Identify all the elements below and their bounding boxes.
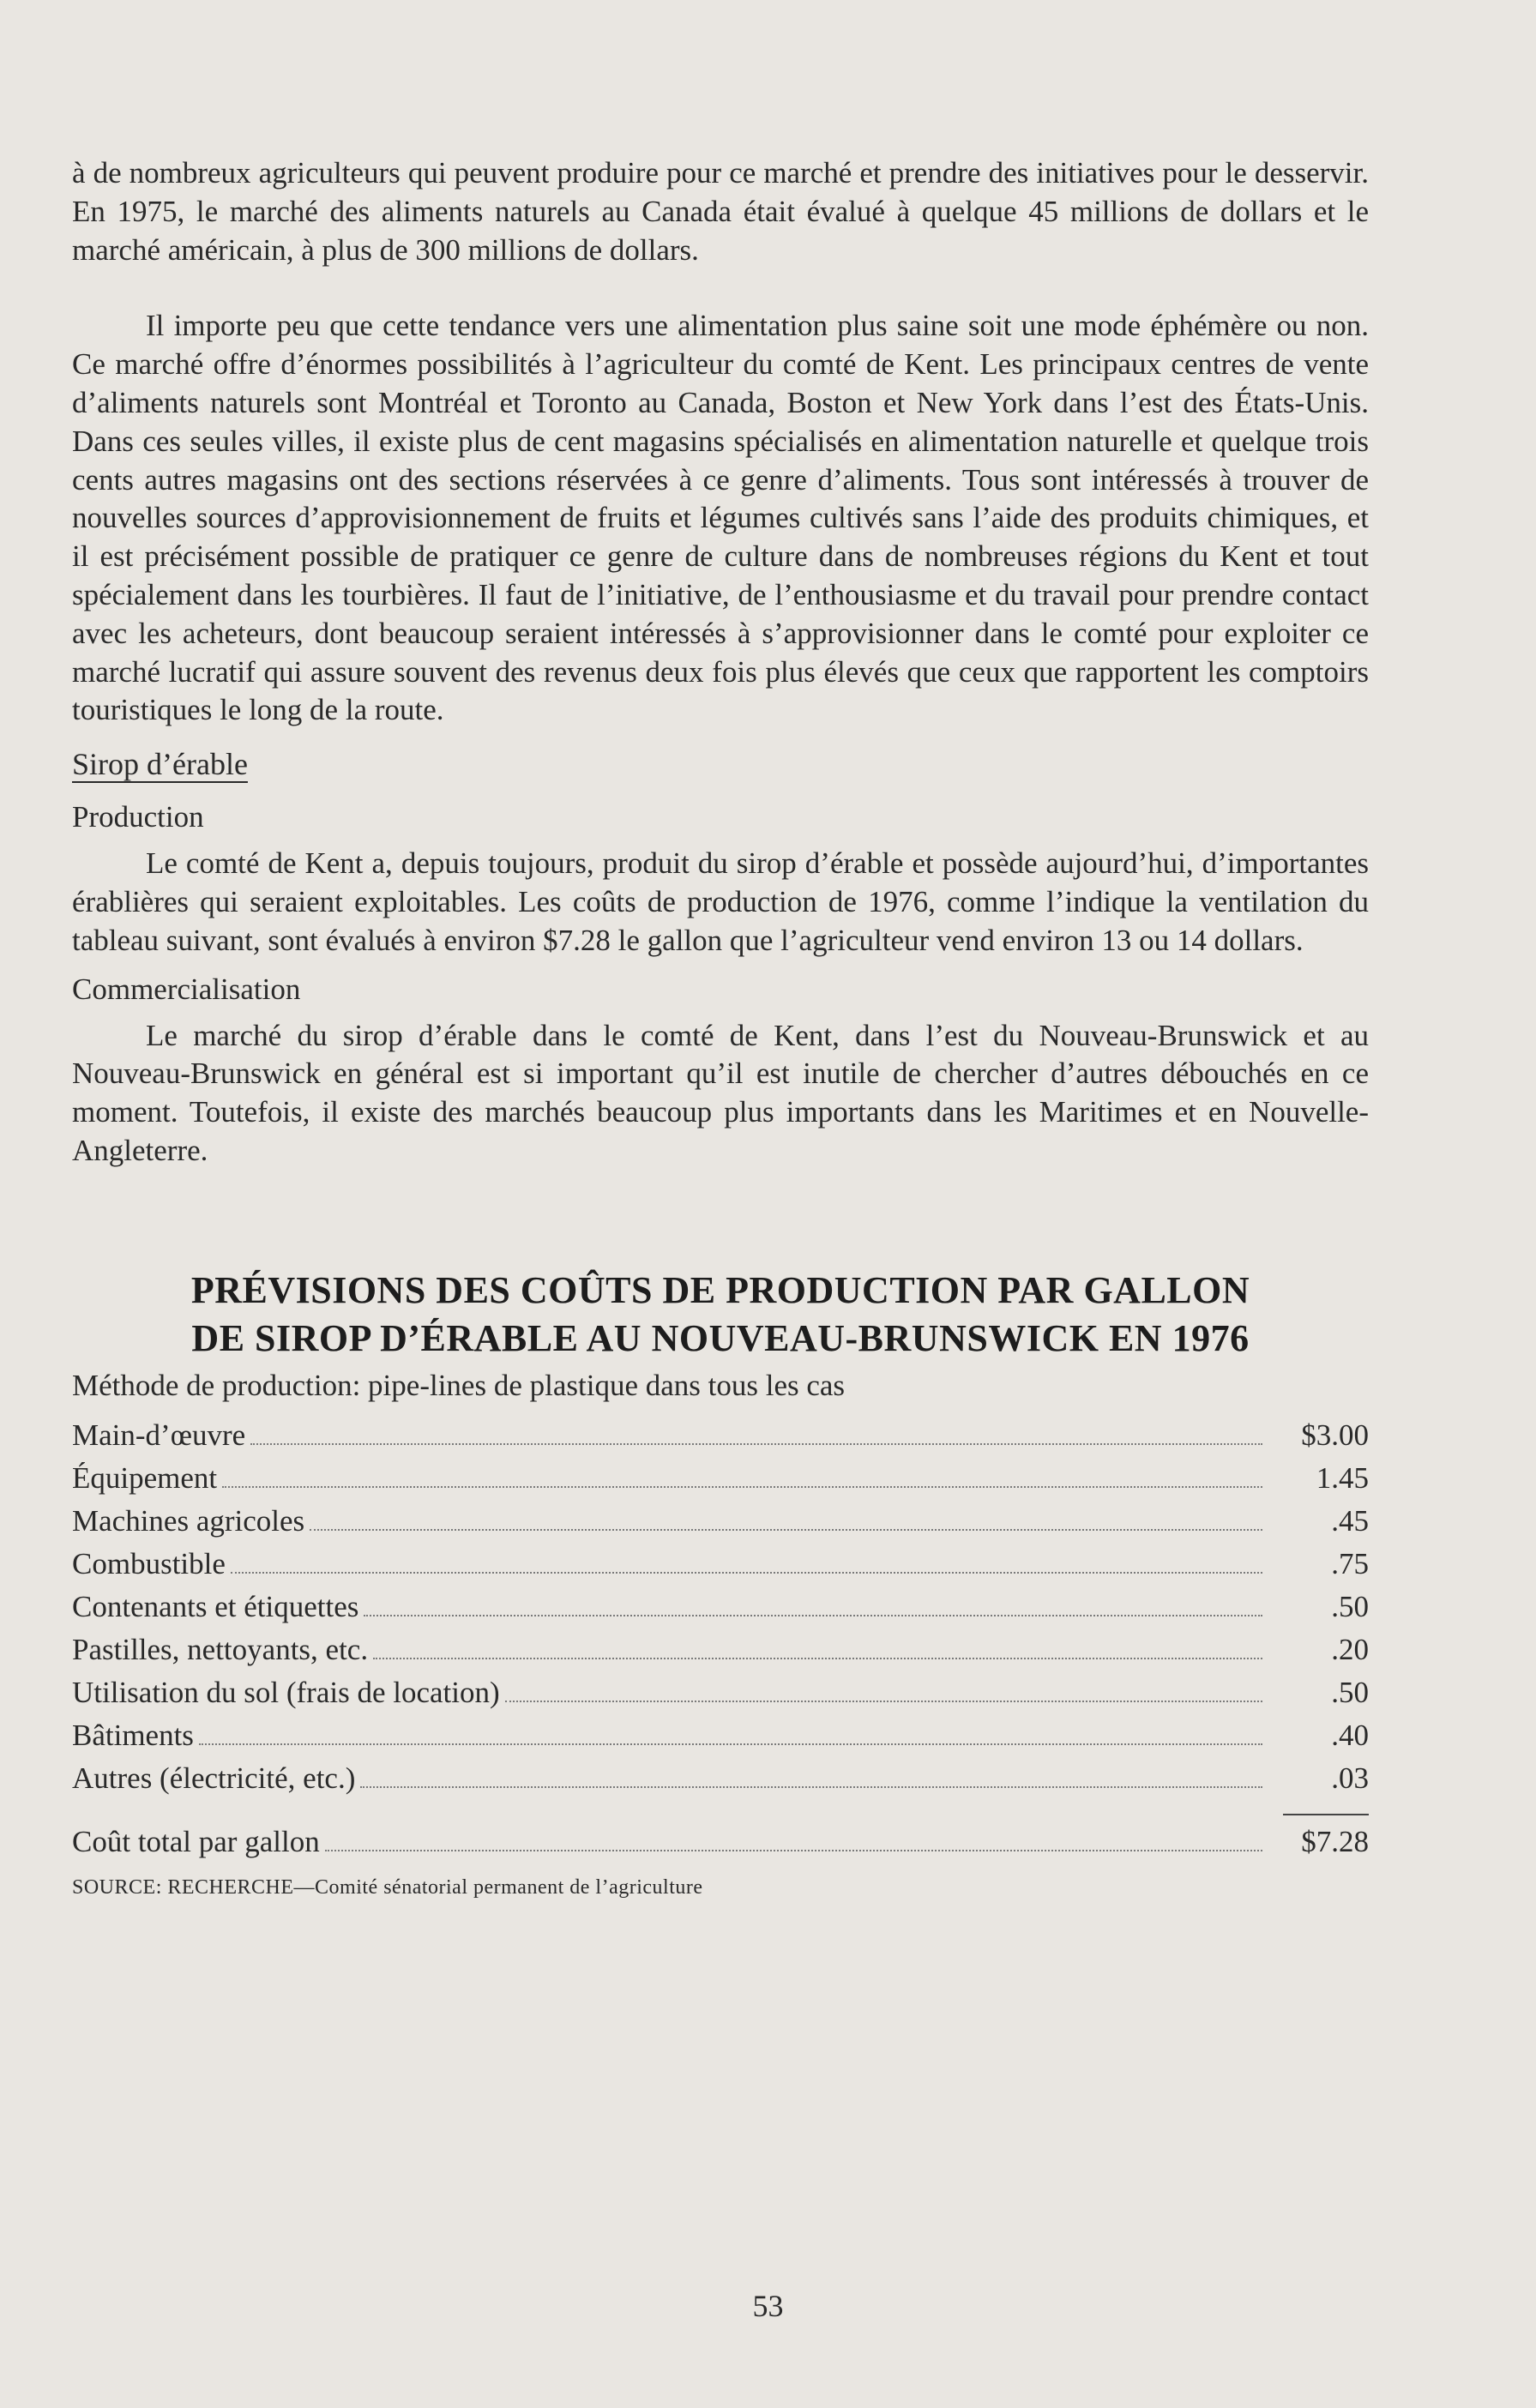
cost-table xyxy=(72,1267,1369,1901)
leader-dots xyxy=(373,1658,1262,1659)
cost-label: Équipement xyxy=(72,1460,218,1495)
cost-row xyxy=(72,1543,1369,1586)
leader-dots xyxy=(250,1443,1262,1445)
leader-dots xyxy=(199,1743,1262,1745)
leader-dots xyxy=(310,1529,1262,1531)
cost-label: Machines agricoles xyxy=(72,1503,305,1538)
cost-row xyxy=(72,1500,1369,1543)
cost-value: .45 xyxy=(1331,1503,1369,1538)
production-method: Méthode de production: pipe-lines de plastique dans tous les cas xyxy=(72,1368,846,1402)
cost-value: 1.45 xyxy=(1316,1460,1369,1495)
cost-label: Main-d’œuvre xyxy=(72,1418,246,1452)
table-title-line2: DE SIROP D’ÉRABLE AU NOUVEAU-BRUNSWICK EN 1976 xyxy=(191,1316,1250,1359)
cost-value: .20 xyxy=(1331,1632,1369,1666)
cost-value: .75 xyxy=(1331,1546,1369,1580)
cost-value: .40 xyxy=(1331,1718,1369,1752)
paragraph-healthy-food-trend: Il importe peu que cette tendance vers une alimentation plus saine soit une mode éphémère ou non. Ce marché offre d’énormes possibilités à l’agriculteur du comté de Kent. Les principaux centres de vente d’aliments naturels sont Montréal et Toronto au Canada, Boston et New York dans l’est des États-Unis. Dans ces seules villes, il existe plus de cent magasins spécialisés en alimentation naturelle et quelque trois cents autres magasins ont des sections réservées à ce genre d’aliments. Tous sont intéressés à trouver de nouvelles sources d’approvisionnement de fruits et légumes cultivés sans l’aide des produits chimiques, et il est précisément possible de pratiquer ce genre de culture dans de nombreuses régions du Kent et tout spécialement dans les tourbières. Il faut de l’initiative, de l’enthousiasme et du travail pour prendre contact avec les acheteurs, dont beaucoup seraient intéressés à s’approvisionner dans le comté pour exploiter ce marché lucratif qui assure souvent des revenus deux fois plus élevés que ceux que rapportent les comptoirs touristiques le long de la route. xyxy=(72,309,1369,727)
subheading-production: Production xyxy=(72,800,204,834)
cost-label: Utilisation du sol (frais de location) xyxy=(72,1675,500,1709)
page-number: 53 xyxy=(752,2289,784,2323)
paragraph-commercialisation: Le marché du sirop d’érable dans le comté de Kent, dans l’est du Nouveau-Brunswick et au Nouveau-Brunswick en général est si important qu’il est inutile de chercher d’autres débouchés en ce moment. Toutefois, il existe des marchés beaucoup plus importants dans les Maritimes et en Nouvelle-Angleterre. xyxy=(72,1018,1369,1167)
table-title xyxy=(72,1267,1369,1363)
cost-value: $3.00 xyxy=(1301,1418,1369,1452)
cost-row xyxy=(72,1714,1369,1757)
cost-row xyxy=(72,1414,1369,1457)
cost-label: Pastilles, nettoyants, etc. xyxy=(72,1632,369,1666)
leader-dots xyxy=(222,1486,1262,1488)
leader-dots xyxy=(231,1572,1262,1574)
table-title-line1: PRÉVISIONS DES COÛTS DE PRODUCTION PAR GALLON xyxy=(190,1268,1250,1311)
cost-rows xyxy=(72,1414,1369,1800)
leader-dots xyxy=(505,1701,1262,1702)
cost-row xyxy=(72,1586,1369,1628)
source-note: SOURCE: RECHERCHE—Comité sénatorial permanent de l’agriculture xyxy=(72,1875,703,1899)
cost-label: Bâtiments xyxy=(72,1718,194,1752)
cost-row xyxy=(72,1671,1369,1714)
cost-label: Autres (électricité, etc.) xyxy=(72,1761,356,1795)
cost-value: .03 xyxy=(1331,1761,1369,1795)
leader-dots xyxy=(325,1850,1262,1851)
total-row xyxy=(72,1821,1369,1863)
document-page xyxy=(72,154,1369,1901)
section-maple-syrup xyxy=(72,730,1369,1171)
leader-dots xyxy=(364,1615,1262,1616)
cost-row xyxy=(72,1628,1369,1671)
cost-label: Contenants et étiquettes xyxy=(72,1589,359,1623)
subheading-commercialisation: Commercialisation xyxy=(72,972,301,1006)
heading-maple-syrup: Sirop d’érable xyxy=(72,747,248,782)
cost-row xyxy=(72,1757,1369,1800)
total-value: $7.28 xyxy=(1301,1824,1369,1858)
cost-row xyxy=(72,1457,1369,1500)
cost-value: .50 xyxy=(1331,1675,1369,1709)
cost-label: Combustible xyxy=(72,1546,226,1580)
paragraph-production: Le comté de Kent a, depuis toujours, produit du sirop d’érable et possède aujourd’hui, d’importantes érablières qui seraient exploitables. Les coûts de production de 1976, comme l’indique la ventilation du tableau suivant, sont évalués à environ $7.28 le gallon que l’agriculteur vend environ 13 ou 14 dollars. xyxy=(72,846,1369,957)
leader-dots xyxy=(360,1786,1262,1788)
total-rule xyxy=(1283,1814,1369,1815)
paragraph-natural-foods-market: à de nombreux agriculteurs qui peuvent produire pour ce marché et prendre des initiatives pour le desservir. En 1975, le marché des aliments naturels au Canada était évalué à quelque 45 millions de dollars et le marché américain, à plus de 300 millions de dollars. xyxy=(72,156,1369,267)
total-label: Coût total par gallon xyxy=(72,1824,320,1858)
cost-value: .50 xyxy=(1331,1589,1369,1623)
